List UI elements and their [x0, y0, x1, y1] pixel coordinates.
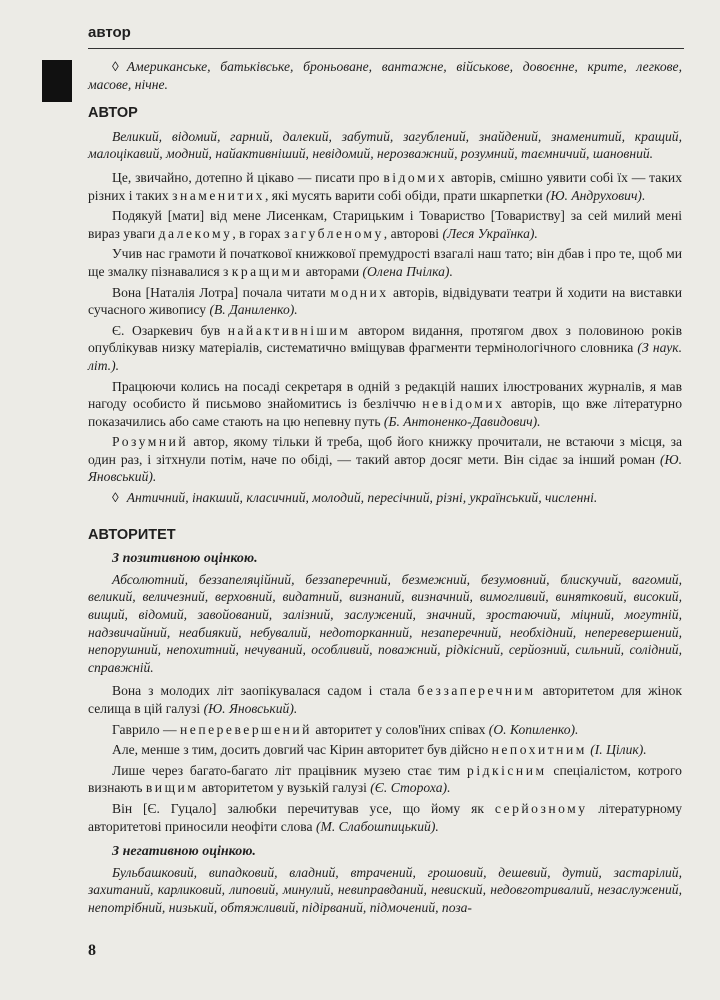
- quote: Лише через багато-багато літ працівник музею стає тим рідкісним спеціалістом, котрого визнають вищим авторитетом у вузькій галузі (Є. Стороха).: [88, 762, 682, 796]
- positive-subheading: З позитивною оцінкою.: [112, 551, 258, 567]
- quote: Гаврило — неперевершений авторитет у солов'їних співах (О. Копиленко).: [112, 721, 579, 737]
- avtor-synonyms: Великий, відомий, гарний, далекий, забутий, загублений, знайдений, знаменитий, кращий, малоцікавий, модний, найактивніший, невідомий, нерозважний, розумний, таємничий, шановний.: [88, 128, 682, 162]
- entry-heading-avtor: АВТОР: [88, 105, 138, 122]
- quote: Є. Озаркевич був найактивнішим автором видання, протягом двох з половиною років опублікував низку матеріалів, систематично вміщував фрагменти термінологічного словника (З наук. літ.).: [88, 322, 682, 373]
- header-rule: [88, 48, 684, 49]
- diamond-icon: ◊: [112, 59, 119, 74]
- quote: Працюючи колись на посаді секретаря в одній з редакцій наших ілюстрованих журналів, я мав нагоду особисто й письмово знайомитись із безліччю невідомих авторів, що вже літературно показачились або саме стають на цю непевну путь (Б. Антоненко-Давидович).: [88, 378, 682, 429]
- quote: Але, менше з тим, досить довгий час Кірин авторитет був дійсно непохитним (І. Цілик).: [112, 742, 647, 758]
- avtor-antonyms: ◊ Античний, інакший, класичний, молодий, пересічний, різні, український, численні.: [112, 490, 598, 506]
- top-entry-synonyms: ◊ Американське, батьківське, броньоване, вантажне, військове, довоєнне, крите, легкове, масове, нічне.: [88, 59, 682, 92]
- entry-heading-avtorytet: АВТОРИТЕТ: [88, 526, 176, 543]
- avtorytet-positive-synonyms: Абсолютний, беззапеляційний, беззаперечний, безмежний, безумовний, блискучий, вагомий, великий, величезний, верховний, видатний, визнаний, визначний, вимогливий, винятковий, високий, вищий, відомий, завойований, залізний, заслужений, значний, зростаючий, міцний, могутній, надзвичайний, неабиякий, небувалий, недоторканний, незаперечний, необхідний, неперевершений, непорушний, непохитний, нечуваний, особливий, поважний, рідкісний, серйозний, сильний, солідний, справжній.: [88, 571, 682, 675]
- quote: Подякуй [мати] від мене Лисенкам, Старицьким і Товариство [Товариству] за сей милий мені вираз уваги далекому, в горах загубленому, авторові (Леся Українка).: [88, 208, 682, 241]
- diamond-icon: ◊: [112, 490, 119, 506]
- page-content: [88, 58, 682, 917]
- quote: Це, звичайно, дотепно й цікаво — писати про відомих авторів, смішно уявити собі їх — таких різних і таких знаменитих, які мусять варити собі обіди, прати шкарпетки (Ю. Андрухович).: [88, 169, 682, 203]
- page-number: 8: [88, 942, 96, 959]
- running-head: автор: [88, 24, 131, 41]
- quote: Розумний автор, якому тільки й треба, щоб його книжку прочитали, не встаючи з місця, за один раз, і зітхнули потім, наче по обіді, — такий автор досяг мети. Він сідає за інший роман (Ю. Яновський).: [88, 434, 682, 485]
- avtorytet-negative-synonyms: Бульбашковий, випадковий, владний, втрачений, грошовий, дешевий, дутий, застарілий, захитаний, карликовий, липовий, минулий, невиправданий, невиский, недовготривалий, незаслужений, непотрібний, низький, обтяжливий, підірваний, підмочений, поза-: [88, 864, 682, 915]
- quote: Вона з молодих літ заопікувалася садом і стала беззаперечним авторитетом для жінок селища в цій галузі (Ю. Яновський).: [88, 683, 682, 716]
- thumb-index-tab: [42, 60, 72, 102]
- quote: Він [Є. Гуцало] залюбки перечитував усе, що йому як серйозному літературному авторитетові приносили неофіти слова (М. Слабошпицький).: [88, 800, 682, 834]
- quote: Учив нас грамоти й початкової книжкової премудрості взагалі наш тато; він дбав і про те, щоб ми ще змалку пізнавалися з кращими авторами (Олена Пчілка).: [88, 246, 682, 279]
- negative-subheading: З негативною оцінкою.: [112, 844, 256, 860]
- quote: Вона [Наталія Лотра] почала читати модних авторів, відвідувати театри й ходити на виставки сучасного живопису (В. Даниленко).: [88, 284, 682, 318]
